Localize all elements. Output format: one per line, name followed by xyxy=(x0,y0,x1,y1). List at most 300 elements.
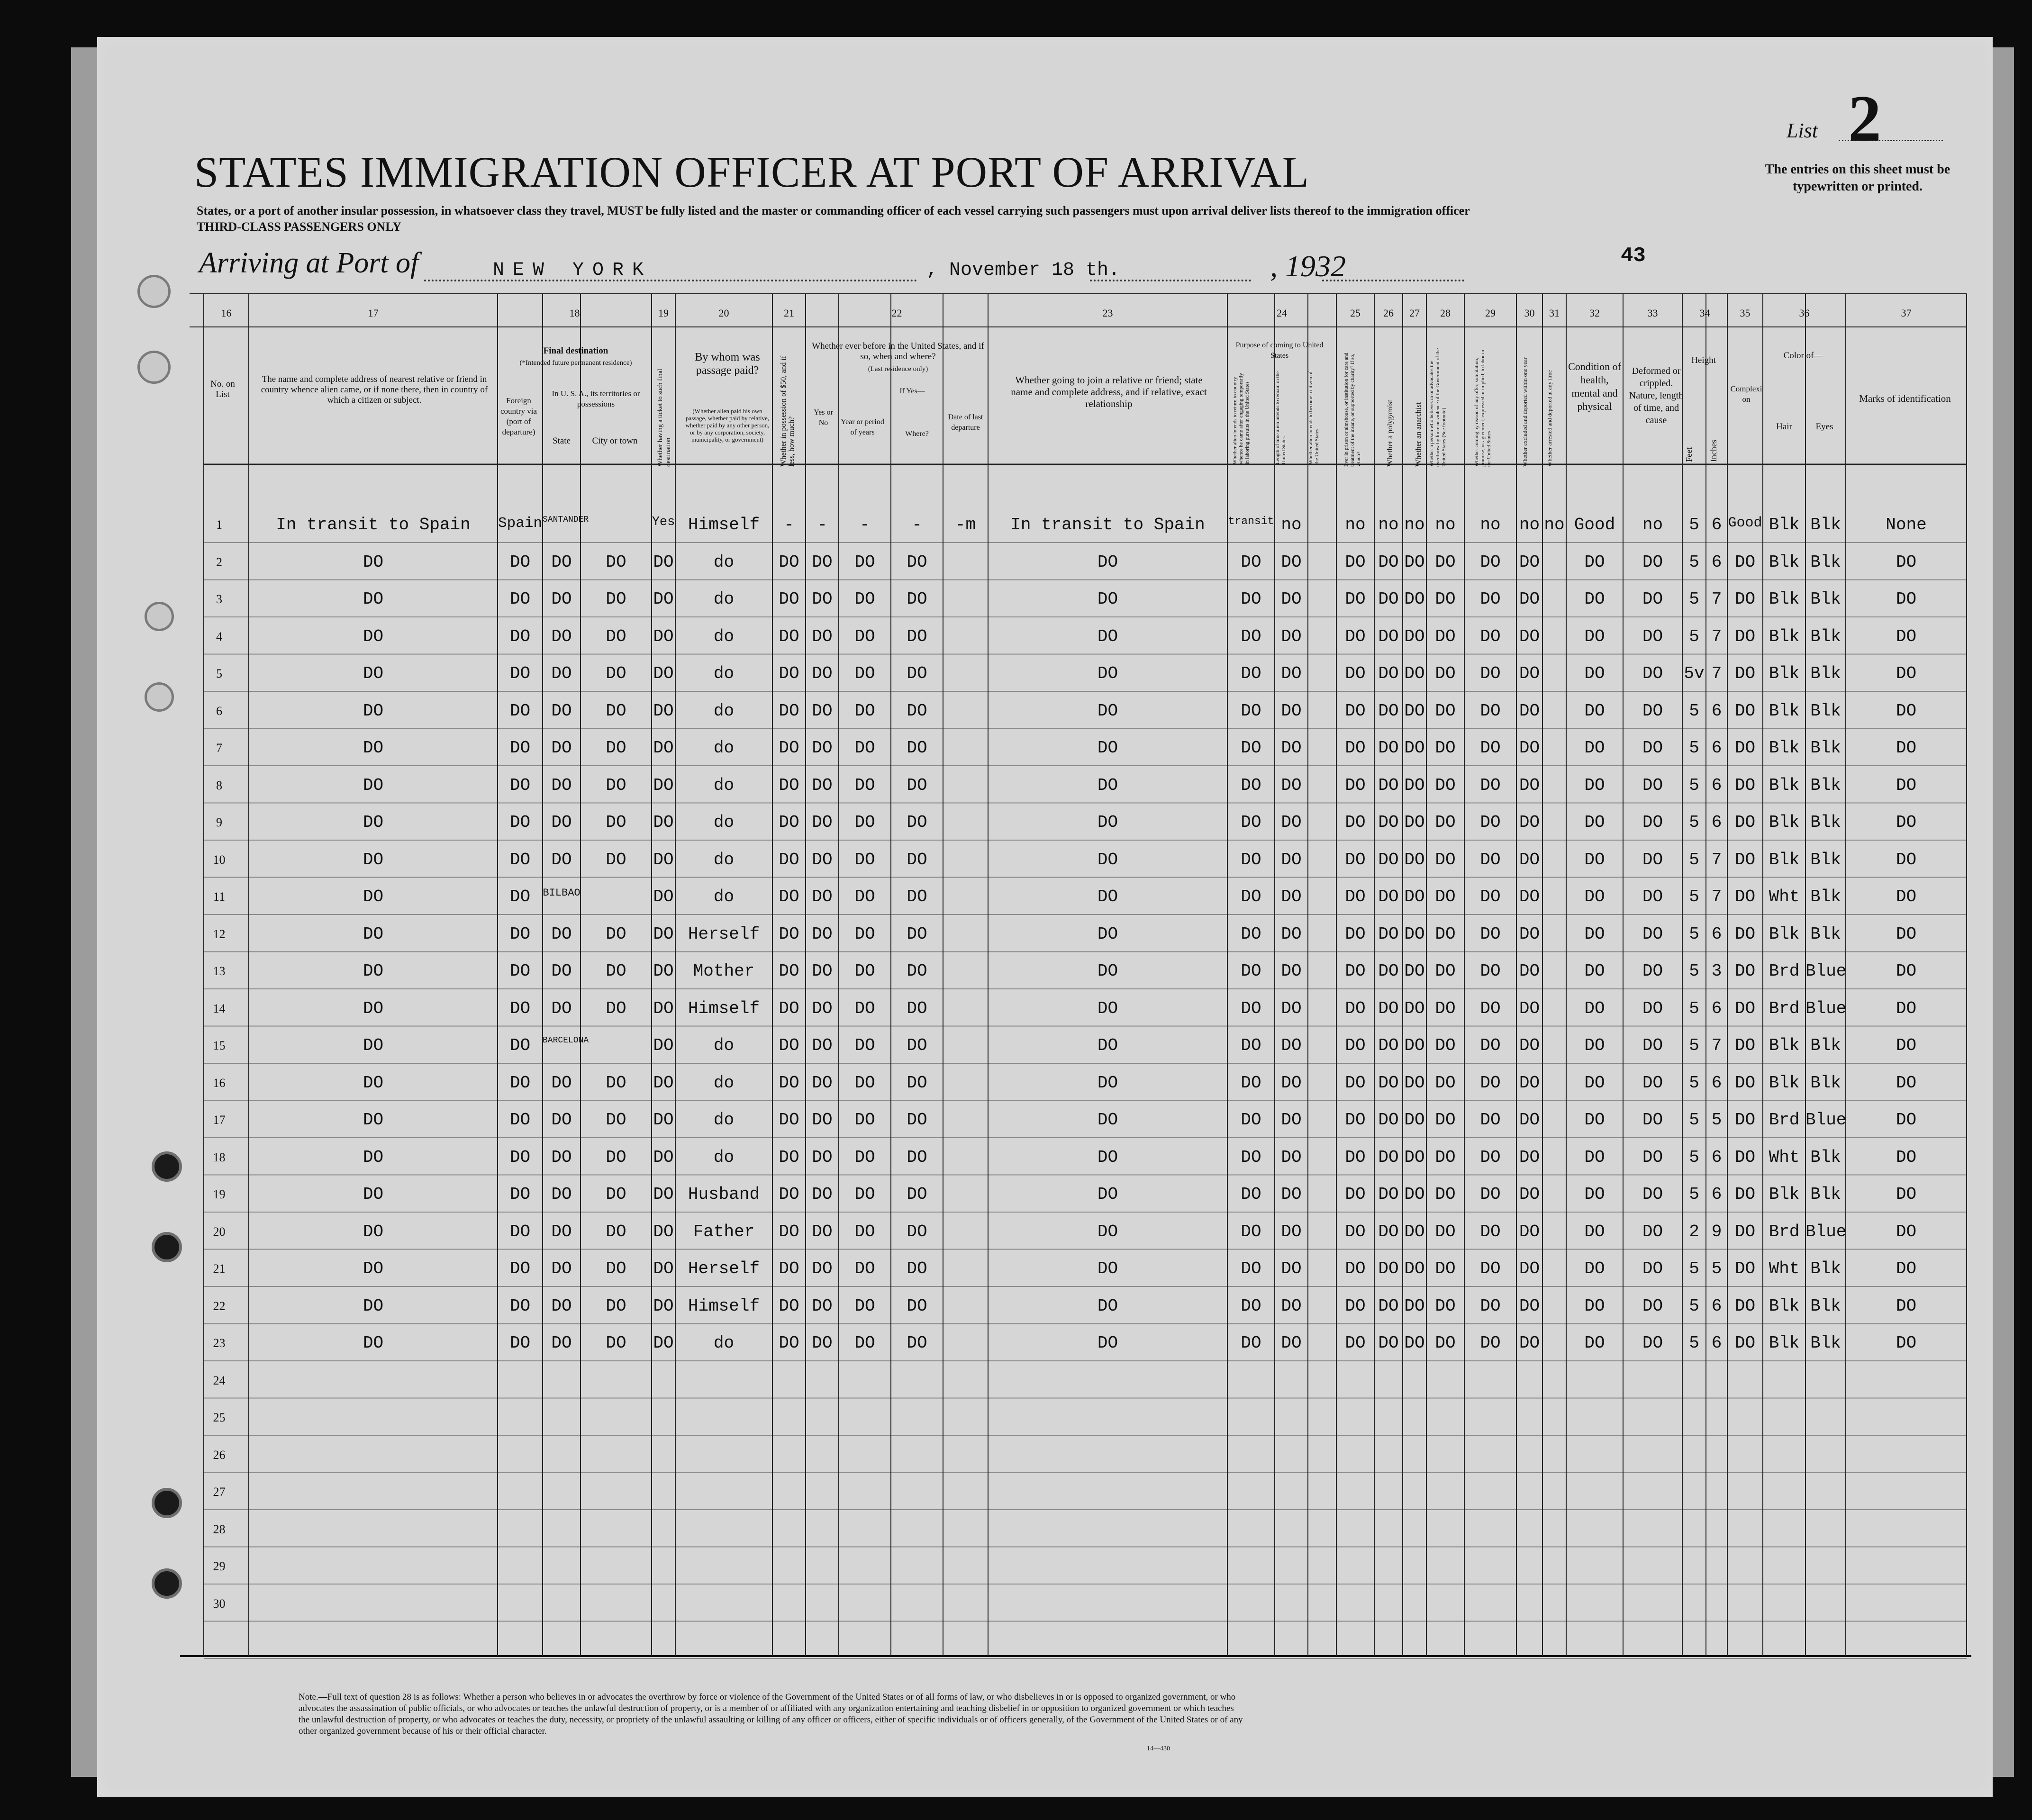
cell-deformed: DO xyxy=(1642,1073,1663,1093)
cell-height-feet: 5 xyxy=(1689,998,1699,1018)
cell-polygamist: DO xyxy=(1378,1185,1399,1204)
cell-length-of-stay: DO xyxy=(1281,701,1302,721)
cell-eye-color: Blk xyxy=(1810,887,1841,906)
cell-where: DO xyxy=(907,887,927,906)
cell-joining-relative: DO xyxy=(1097,887,1118,906)
cell-destination-state: DO xyxy=(551,1185,572,1204)
cell-polygamist: DO xyxy=(1378,887,1399,906)
cell-purpose: DO xyxy=(1241,924,1261,944)
row-number: 17 xyxy=(213,1113,226,1127)
cell-hair-color: Brd xyxy=(1769,961,1800,981)
cell-nearest-relative: DO xyxy=(363,1036,384,1055)
cell-deformed: DO xyxy=(1642,775,1663,795)
cell-ticket: DO xyxy=(653,1333,674,1353)
cell-labor-offer: DO xyxy=(1480,552,1501,572)
cell-length-of-stay: DO xyxy=(1281,1222,1302,1241)
cell-identification-marks: DO xyxy=(1896,552,1917,572)
cell-fifty-dollars: DO xyxy=(779,1073,799,1093)
cell-nearest-relative: DO xyxy=(363,775,384,795)
cell-foreign-country: DO xyxy=(509,1036,531,1055)
header-purpose-citizen: Whether alien intends to become a citizen of the United States xyxy=(1308,371,1320,464)
cell-eye-color: Blk xyxy=(1810,552,1841,572)
cell-hair-color: Wht xyxy=(1769,887,1800,906)
cell-passage-paid-by: do xyxy=(713,813,735,832)
cell-fifty-dollars: DO xyxy=(779,626,799,646)
cell-ticket: DO xyxy=(653,1036,674,1055)
cell-health: DO xyxy=(1584,552,1605,572)
column-number: 25 xyxy=(1350,307,1361,319)
cell-excluded: DO xyxy=(1519,850,1540,869)
cell-anarchist: DO xyxy=(1404,887,1425,906)
cell-destination-city: DO xyxy=(606,1147,626,1167)
cell-complexion: DO xyxy=(1734,998,1756,1018)
cell-passage-paid-by: do xyxy=(713,850,735,869)
cell-anarchist: DO xyxy=(1404,701,1425,721)
cell-prison: DO xyxy=(1345,1110,1366,1130)
cell-excluded: DO xyxy=(1519,1222,1540,1241)
column-number: 27 xyxy=(1409,307,1420,319)
cell-where: DO xyxy=(907,775,927,795)
cell-purpose: DO xyxy=(1241,813,1261,832)
cell-where: DO xyxy=(907,998,927,1018)
cell-purpose: transit xyxy=(1228,515,1274,527)
cell-overthrow: DO xyxy=(1435,1296,1456,1316)
column-number: 29 xyxy=(1485,307,1496,319)
cell-height-inches: 6 xyxy=(1711,552,1722,572)
cell-health: DO xyxy=(1584,998,1605,1018)
cell-overthrow: DO xyxy=(1435,1259,1456,1278)
cell-health: DO xyxy=(1584,961,1605,981)
cell-height-inches: 5 xyxy=(1711,1110,1722,1130)
cell-nearest-relative: In transit to Spain xyxy=(276,515,471,534)
cell-before-in-us: DO xyxy=(812,924,833,944)
cell-eye-color: Blue xyxy=(1805,961,1847,981)
cell-length-of-stay: DO xyxy=(1281,850,1302,869)
cell-overthrow: DO xyxy=(1435,1110,1456,1130)
header-eyes: Eyes xyxy=(1815,422,1833,432)
cell-hair-color: Blk xyxy=(1769,813,1800,832)
cell-health: DO xyxy=(1584,924,1605,944)
row-number: 3 xyxy=(216,592,222,606)
row-number: 25 xyxy=(213,1411,226,1424)
cell-eye-color: Blk xyxy=(1810,1185,1841,1204)
row-number: 22 xyxy=(213,1299,226,1313)
cell-deformed: DO xyxy=(1642,887,1663,906)
cell-anarchist: DO xyxy=(1404,924,1425,944)
cell-hair-color: Blk xyxy=(1769,515,1800,534)
cell-passage-paid-by: Herself xyxy=(688,1259,760,1278)
column-number: 20 xyxy=(718,307,729,319)
cell-excluded: DO xyxy=(1519,998,1540,1018)
cell-years: DO xyxy=(854,813,875,832)
header-passage-paid: By whom was passage paid? xyxy=(695,351,760,377)
cell-years: DO xyxy=(854,1222,875,1241)
column-number: 18 xyxy=(569,307,580,319)
cell-hair-color: Blk xyxy=(1769,775,1800,795)
cell-length-of-stay: no xyxy=(1281,515,1302,534)
cell-prison: DO xyxy=(1345,701,1366,721)
cell-identification-marks: DO xyxy=(1896,664,1917,683)
cell-passage-paid-by: do xyxy=(713,701,735,721)
cell-joining-relative: In transit to Spain xyxy=(1010,515,1205,534)
header-labor-offer: Whether coming by reason of any offer, solicitation, promise, or agreement, expressed or implied, to labor in the United States xyxy=(1474,350,1492,467)
cell-complexion: DO xyxy=(1734,1036,1756,1055)
header-date-departure: Date of last departure xyxy=(948,413,983,432)
cell-foreign-country: DO xyxy=(509,1185,531,1204)
cell-joining-relative: DO xyxy=(1097,1333,1118,1353)
cell-destination-state: DO xyxy=(551,775,572,795)
cell-ticket: DO xyxy=(653,924,674,944)
cell-complexion: DO xyxy=(1734,1296,1756,1316)
cell-height-inches: 6 xyxy=(1711,701,1722,721)
cell-health: DO xyxy=(1584,1222,1605,1241)
cell-destination-state: DO xyxy=(551,1333,572,1353)
cell-destination-state: DO xyxy=(551,664,572,683)
cell-purpose: DO xyxy=(1241,1333,1261,1353)
cell-years: DO xyxy=(854,1036,875,1055)
cell-nearest-relative: DO xyxy=(363,1110,384,1130)
cell-overthrow: DO xyxy=(1435,998,1456,1018)
cell-excluded: DO xyxy=(1519,1110,1540,1130)
cell-where: DO xyxy=(907,1259,927,1278)
cell-purpose: DO xyxy=(1241,1185,1261,1204)
cell-complexion: DO xyxy=(1734,701,1756,721)
cell-length-of-stay: DO xyxy=(1281,1333,1302,1353)
cell-destination-state: DO xyxy=(551,626,572,646)
cell-height-inches: 9 xyxy=(1711,1222,1722,1241)
column-number: 33 xyxy=(1647,307,1658,319)
cell-destination-city: DO xyxy=(606,1185,626,1204)
cell-excluded: DO xyxy=(1519,664,1540,683)
cell-prison: DO xyxy=(1345,1333,1366,1353)
cell-destination-city: DO xyxy=(606,626,626,646)
cell-hair-color: Blk xyxy=(1769,701,1800,721)
cell-where: DO xyxy=(907,1185,927,1204)
cell-eye-color: Blk xyxy=(1810,1073,1841,1093)
cell-prison: DO xyxy=(1345,961,1366,981)
cell-fifty-dollars: DO xyxy=(779,887,799,906)
cell-excluded: DO xyxy=(1519,961,1540,981)
cell-height-feet: 5 xyxy=(1689,1147,1699,1167)
cell-purpose: DO xyxy=(1241,589,1261,609)
cell-health: DO xyxy=(1584,1073,1605,1093)
cell-passage-paid-by: do xyxy=(713,552,735,572)
cell-prison: DO xyxy=(1345,1296,1366,1316)
cell-destination-state: DO xyxy=(551,552,572,572)
cell-ticket: DO xyxy=(653,1185,674,1204)
cell-complexion: DO xyxy=(1734,887,1756,906)
cell-before-in-us: DO xyxy=(812,701,833,721)
cell-height-inches: 5 xyxy=(1711,1259,1722,1278)
form-number: 14—430 xyxy=(1147,1745,1170,1752)
cell-height-feet: 5 xyxy=(1689,1036,1699,1055)
cell-fifty-dollars: DO xyxy=(779,924,799,944)
cell-polygamist: DO xyxy=(1378,1036,1399,1055)
cell-polygamist: no xyxy=(1378,515,1399,534)
cell-complexion: DO xyxy=(1734,552,1756,572)
row-number: 19 xyxy=(213,1187,226,1201)
cell-polygamist: DO xyxy=(1378,589,1399,609)
cell-health: DO xyxy=(1584,1259,1605,1278)
cell-nearest-relative: DO xyxy=(363,998,384,1018)
footnote-question-28: Note.—Full text of question 28 is as follows: Whether a person who believes in or advocates the overthrow by force or violence of the Government of the United States or of all forms of law, or who disbelieves in or is opposed to organized government, or who advocates the assassination of public officials, or who advocates or teaches the unlawful destruction of property, or is a member of or affiliated with any organization entertaining and teaching disbelief in or opposition to organized government or which teaches the unlawful destruction of property, or who advocates or teaches the duty, necessity, or propriety of the unlawful assaulting or killing of any officer or officers, either of specific individuals or of officers generally, of the Government of the United States or of any other organized government because of his or their official character. xyxy=(299,1692,1243,1736)
cell-destination-state: DO xyxy=(551,738,572,758)
list-number: 2 xyxy=(1848,82,1881,155)
cell-prison: DO xyxy=(1345,1036,1366,1055)
cell-foreign-country: DO xyxy=(509,961,531,981)
cell-labor-offer: DO xyxy=(1480,887,1501,906)
cell-overthrow: DO xyxy=(1435,924,1456,944)
row-number: 14 xyxy=(213,1001,226,1015)
cell-foreign-country: DO xyxy=(509,1147,531,1167)
cell-where: DO xyxy=(907,1296,927,1316)
cell-height-feet: 5 xyxy=(1689,1185,1699,1204)
cell-before-in-us: DO xyxy=(812,1296,833,1316)
cell-ticket: DO xyxy=(653,1110,674,1130)
cell-height-inches: 7 xyxy=(1711,664,1722,683)
cell-where: DO xyxy=(907,924,927,944)
cell-labor-offer: DO xyxy=(1480,1222,1501,1241)
cell-joining-relative: DO xyxy=(1097,701,1118,721)
cell-deformed: DO xyxy=(1642,1147,1663,1167)
header-fifty-dollars: Whether in possession of $50, and if less, how much? xyxy=(780,355,796,467)
row-number: 10 xyxy=(213,852,226,867)
cell-deformed: DO xyxy=(1642,813,1663,832)
cell-hair-color: Blk xyxy=(1769,1073,1800,1093)
cell-eye-color: Blk xyxy=(1810,1333,1841,1353)
cell-where: DO xyxy=(907,1110,927,1130)
cell-foreign-country: DO xyxy=(509,589,531,609)
header-if-yes: If Yes— xyxy=(899,387,925,395)
cell-height-inches: 6 xyxy=(1711,998,1722,1018)
cell-deformed: DO xyxy=(1642,1185,1663,1204)
cell-nearest-relative: DO xyxy=(363,701,384,721)
cell-nearest-relative: DO xyxy=(363,552,384,572)
cell-years: DO xyxy=(854,998,875,1018)
cell-deformed: DO xyxy=(1642,664,1663,683)
cell-ticket: DO xyxy=(653,738,674,758)
cell-foreign-country: DO xyxy=(509,1259,531,1278)
cell-identification-marks: DO xyxy=(1896,626,1917,646)
cell-joining-relative: DO xyxy=(1097,664,1118,683)
cell-foreign-country: DO xyxy=(509,1110,531,1130)
cell-foreign-country: DO xyxy=(509,998,531,1018)
cell-hair-color: Brd xyxy=(1769,1110,1800,1130)
cell-joining-relative: DO xyxy=(1097,1110,1118,1130)
cell-height-inches: 6 xyxy=(1711,738,1722,758)
cell-nearest-relative: DO xyxy=(363,924,384,944)
cell-overthrow: DO xyxy=(1435,850,1456,869)
cell-height-feet: 5 xyxy=(1689,775,1699,795)
cell-passage-paid-by: do xyxy=(713,1110,735,1130)
cell-joining-relative: DO xyxy=(1097,1036,1118,1055)
row-number: 6 xyxy=(216,704,222,718)
cell-complexion: DO xyxy=(1734,1333,1756,1353)
cell-eye-color: Blk xyxy=(1810,738,1841,758)
cell-height-inches: 7 xyxy=(1711,850,1722,869)
cell-passage-paid-by: do xyxy=(713,664,735,683)
cell-overthrow: DO xyxy=(1435,1333,1456,1353)
column-number: 32 xyxy=(1589,307,1600,319)
cell-foreign-country: DO xyxy=(509,1333,531,1353)
cell-overthrow: DO xyxy=(1435,813,1456,832)
cell-polygamist: DO xyxy=(1378,664,1399,683)
cell-prison: DO xyxy=(1345,813,1366,832)
row-number: 27 xyxy=(213,1485,226,1499)
cell-hair-color: Blk xyxy=(1769,1185,1800,1204)
cell-labor-offer: DO xyxy=(1480,1036,1501,1055)
cell-before-in-us: DO xyxy=(812,1073,833,1093)
cell-destination-city: DO xyxy=(606,850,626,869)
cell-foreign-country: Spain xyxy=(498,515,542,532)
header-feet: Feet xyxy=(1684,447,1694,462)
cell-before-in-us: DO xyxy=(812,961,833,981)
cell-polygamist: DO xyxy=(1378,961,1399,981)
cell-ticket: DO xyxy=(653,887,674,906)
cell-health: DO xyxy=(1584,589,1605,609)
cell-hair-color: Wht xyxy=(1769,1147,1800,1167)
cell-height-inches: 6 xyxy=(1711,1147,1722,1167)
cell-excluded: DO xyxy=(1519,701,1540,721)
cell-prison: DO xyxy=(1345,887,1366,906)
cell-overthrow: DO xyxy=(1435,1073,1456,1093)
cell-where: DO xyxy=(907,552,927,572)
header-color-of: Color of— xyxy=(1783,351,1823,361)
cell-hair-color: Blk xyxy=(1769,664,1800,683)
cell-anarchist: DO xyxy=(1404,775,1425,795)
cell-deformed: DO xyxy=(1642,998,1663,1018)
cell-identification-marks: None xyxy=(1886,515,1927,534)
header-hair: Hair xyxy=(1776,422,1792,432)
header-foreign-country: Foreign country via (port of departure) xyxy=(500,396,537,436)
cell-anarchist: no xyxy=(1404,515,1425,534)
cell-height-inches: 7 xyxy=(1711,589,1722,609)
cell-length-of-stay: DO xyxy=(1281,961,1302,981)
cell-labor-offer: DO xyxy=(1480,850,1501,869)
cell-where: DO xyxy=(907,738,927,758)
cell-ticket: DO xyxy=(653,1296,674,1316)
header-purpose-length: Length of time alien intends to remain in the United States xyxy=(1275,371,1287,464)
cell-labor-offer: DO xyxy=(1480,998,1501,1018)
cell-health: DO xyxy=(1584,664,1605,683)
cell-ticket: DO xyxy=(653,1222,674,1241)
cell-polygamist: DO xyxy=(1378,1296,1399,1316)
cell-excluded: DO xyxy=(1519,589,1540,609)
cell-excluded: DO xyxy=(1519,1036,1540,1055)
cell-passage-paid-by: do xyxy=(713,738,735,758)
cell-identification-marks: DO xyxy=(1896,961,1917,981)
cell-hair-color: Blk xyxy=(1769,850,1800,869)
column-number: 16 xyxy=(221,307,232,319)
cell-where: DO xyxy=(907,664,927,683)
cell-fifty-dollars: DO xyxy=(779,1222,799,1241)
cell-purpose: DO xyxy=(1241,887,1261,906)
cell-fifty-dollars: DO xyxy=(779,552,799,572)
cell-identification-marks: DO xyxy=(1896,1296,1917,1316)
cell-fifty-dollars: DO xyxy=(779,998,799,1018)
cell-destination-state: DO xyxy=(551,1110,572,1130)
cell-overthrow: DO xyxy=(1435,961,1456,981)
cell-identification-marks: DO xyxy=(1896,1259,1917,1278)
cell-before-in-us: DO xyxy=(812,1259,833,1278)
cell-fifty-dollars: DO xyxy=(779,1259,799,1278)
cell-nearest-relative: DO xyxy=(363,850,384,869)
cell-prison: DO xyxy=(1345,552,1366,572)
cell-ticket: DO xyxy=(653,589,674,609)
cell-purpose: DO xyxy=(1241,552,1261,572)
cell-hair-color: Blk xyxy=(1769,924,1800,944)
cell-polygamist: DO xyxy=(1378,1333,1399,1353)
cell-polygamist: DO xyxy=(1378,1147,1399,1167)
cell-height-feet: 5 xyxy=(1689,1333,1699,1353)
cell-identification-marks: DO xyxy=(1896,589,1917,609)
cell-overthrow: DO xyxy=(1435,1147,1456,1167)
cell-anarchist: DO xyxy=(1404,738,1425,758)
cell-height-feet: 5 xyxy=(1689,1073,1699,1093)
column-number: 22 xyxy=(891,307,902,319)
cell-destination-city: DO xyxy=(606,1296,626,1316)
cell-nearest-relative: DO xyxy=(363,1222,384,1241)
cell-passage-paid-by: do xyxy=(713,626,735,646)
cell-length-of-stay: DO xyxy=(1281,1110,1302,1130)
cell-height-feet: 5 xyxy=(1689,961,1699,981)
cell-polygamist: DO xyxy=(1378,701,1399,721)
cell-nearest-relative: DO xyxy=(363,1073,384,1093)
header-overthrow: Whether a person who believes in or advocates the overthrow by force or violence of the Government of the United States (See footnote) xyxy=(1429,348,1447,467)
cell-height-feet: 2 xyxy=(1689,1222,1699,1241)
cell-destination-city: DO xyxy=(606,1222,626,1241)
cell-polygamist: DO xyxy=(1378,626,1399,646)
cell-foreign-country: DO xyxy=(509,664,531,683)
cell-nearest-relative: DO xyxy=(363,887,384,906)
cell-joining-relative: DO xyxy=(1097,998,1118,1018)
row-number: 15 xyxy=(213,1039,226,1052)
cell-anarchist: DO xyxy=(1404,1296,1425,1316)
cell-fifty-dollars: DO xyxy=(779,1296,799,1316)
cell-ticket: DO xyxy=(653,1147,674,1167)
cell-foreign-country: DO xyxy=(509,813,531,832)
cell-height-feet: 5 xyxy=(1689,515,1699,534)
cell-destination-state: DO xyxy=(551,1222,572,1241)
cell-joining-relative: DO xyxy=(1097,775,1118,795)
cell-excluded: DO xyxy=(1519,738,1540,758)
cell-height-feet: 5 xyxy=(1689,589,1699,609)
cell-foreign-country: DO xyxy=(509,738,531,758)
arriving-label: Arriving at Port of xyxy=(199,247,419,279)
cell-labor-offer: DO xyxy=(1480,664,1501,683)
cell-length-of-stay: DO xyxy=(1281,552,1302,572)
row-number: 9 xyxy=(216,815,222,829)
cell-identification-marks: DO xyxy=(1896,924,1917,944)
cell-height-inches: 6 xyxy=(1711,515,1722,534)
cell-destination-state: DO xyxy=(551,1296,572,1316)
cell-destination-state: BARCELONA xyxy=(543,1036,589,1045)
cell-prison: no xyxy=(1345,515,1366,534)
cell-prison: DO xyxy=(1345,1073,1366,1093)
cell-identification-marks: DO xyxy=(1896,1073,1917,1093)
cell-nearest-relative: DO xyxy=(363,1333,384,1353)
cell-before-in-us: DO xyxy=(812,775,833,795)
cell-joining-relative: DO xyxy=(1097,924,1118,944)
header-purpose-return: Whether alien intends to return to country whence he came after engaging temporarily in laboring pursuits in the United States xyxy=(1232,373,1250,464)
cell-fifty-dollars: DO xyxy=(779,1036,799,1055)
cell-eye-color: Blk xyxy=(1810,1259,1841,1278)
header-state: State xyxy=(553,436,571,446)
cell-before-in-us: DO xyxy=(812,1333,833,1353)
cell-complexion: DO xyxy=(1734,1222,1756,1241)
cell-years: DO xyxy=(854,701,875,721)
row-number: 29 xyxy=(213,1559,226,1573)
